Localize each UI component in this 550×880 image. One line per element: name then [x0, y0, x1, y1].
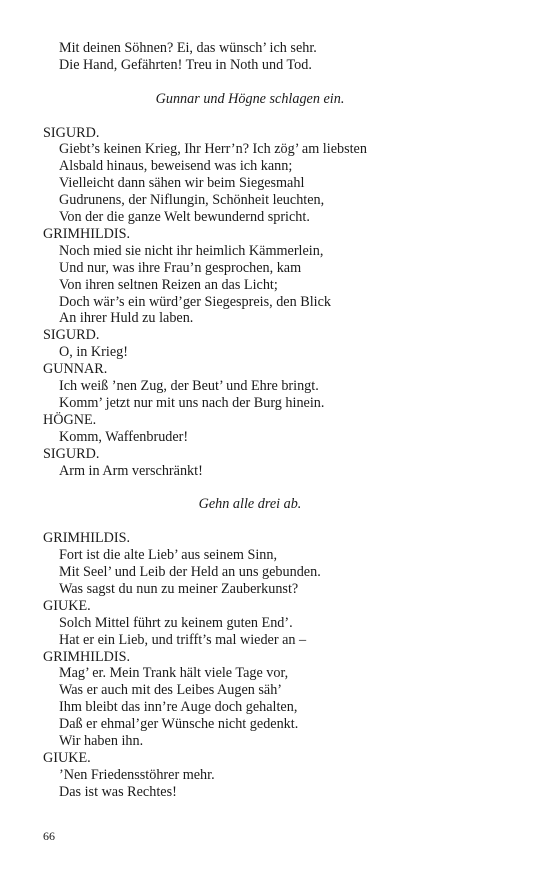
verse-line: Mag’ er. Mein Trank hält viele Tage vor,	[59, 665, 289, 682]
page-number: 66	[43, 829, 55, 843]
verse-line: Gudrunens, der Niflungin, Schönheit leuchten,	[59, 192, 325, 209]
verse-line: Das ist was Rechtes!	[59, 783, 177, 800]
verse-line: Was er auch mit des Leibes Augen säh’	[59, 682, 283, 699]
stage-direction: Gunnar und Högne schlagen ein.	[155, 90, 345, 107]
speaker-name: GUNNAR.	[43, 361, 108, 378]
verse-line: Giebt’s keinen Krieg, Ihr Herr’n? Ich zög’ am liebsten	[59, 141, 367, 158]
verse-line: Arm in Arm verschränkt!	[59, 462, 203, 479]
speaker-name: GRIMHILDIS.	[43, 530, 131, 547]
verse-line: Was sagst du nun zu meiner Zauberkunst?	[59, 580, 299, 597]
verse-line: ’Nen Friedensstöhrer mehr.	[59, 766, 215, 783]
verse-line: Mit deinen Söhnen? Ei, das wünsch’ ich sehr.	[59, 40, 317, 56]
spacer	[43, 74, 513, 91]
speaker-name: GIUKE.	[43, 750, 91, 766]
verse-line: Solch Mittel führt zu keinem guten End’.	[59, 614, 293, 631]
speaker-name: SIGURD.	[43, 124, 100, 141]
speaker-name: SIGURD.	[43, 445, 100, 462]
verse-line: O, in Krieg!	[59, 344, 128, 361]
verse-line: An ihrer Huld zu laben.	[59, 310, 194, 327]
verse-line: Ihm bleibt das inn’re Auge doch gehalten,	[59, 699, 298, 716]
verse-line: Daß er ehmal’ger Wünsche nicht gedenkt.	[59, 716, 299, 733]
verse-line: Mit Seel’ und Leib der Held an uns gebunden.	[59, 564, 321, 581]
spacer	[43, 513, 513, 530]
spacer	[43, 108, 513, 125]
verse-line: Komm’ jetzt nur mit uns nach der Burg hinein.	[59, 395, 325, 411]
speaker-name: SIGURD.	[43, 327, 100, 344]
verse-line: Wir haben ihn.	[59, 733, 144, 750]
verse-line: Und nur, was ihre Frau’n gesprochen, kam	[59, 259, 302, 276]
stage-direction: Gehn alle drei ab.	[198, 496, 302, 513]
verse-line: Von der die ganze Welt bewundernd spricht.	[59, 209, 310, 226]
verse-line: Alsbald hinaus, beweisend was ich kann;	[59, 158, 293, 175]
speaker-name: GRIMHILDIS.	[43, 225, 131, 242]
speaker-name: GRIMHILDIS.	[43, 648, 131, 665]
verse-line: Doch wär’s ein würd’ger Siegespreis, den Blick	[59, 293, 331, 310]
verse-line: Komm, Waffenbruder!	[59, 428, 189, 445]
verse-line: Ich weiß ’nen Zug, der Beut’ und Ehre bringt.	[59, 378, 319, 395]
drama-text	[43, 40, 513, 801]
spacer	[43, 480, 513, 497]
speaker-name: GIUKE.	[43, 597, 91, 614]
verse-line: Fort ist die alte Lieb’ aus seinem Sinn,	[59, 547, 278, 564]
verse-line: Noch mied sie nicht ihr heimlich Kämmerlein,	[59, 242, 324, 259]
verse-line: Hat er ein Lieb, und trifft’s mal wieder an –	[59, 631, 307, 648]
verse-line: Die Hand, Gefährten! Treu in Noth und Tod.	[59, 56, 312, 73]
verse-line: Vielleicht dann sähen wir beim Siegesmahl	[59, 175, 305, 192]
verse-line: Von ihren seltnen Reizen an das Licht;	[59, 276, 278, 293]
speaker-name: HÖGNE.	[43, 411, 97, 428]
